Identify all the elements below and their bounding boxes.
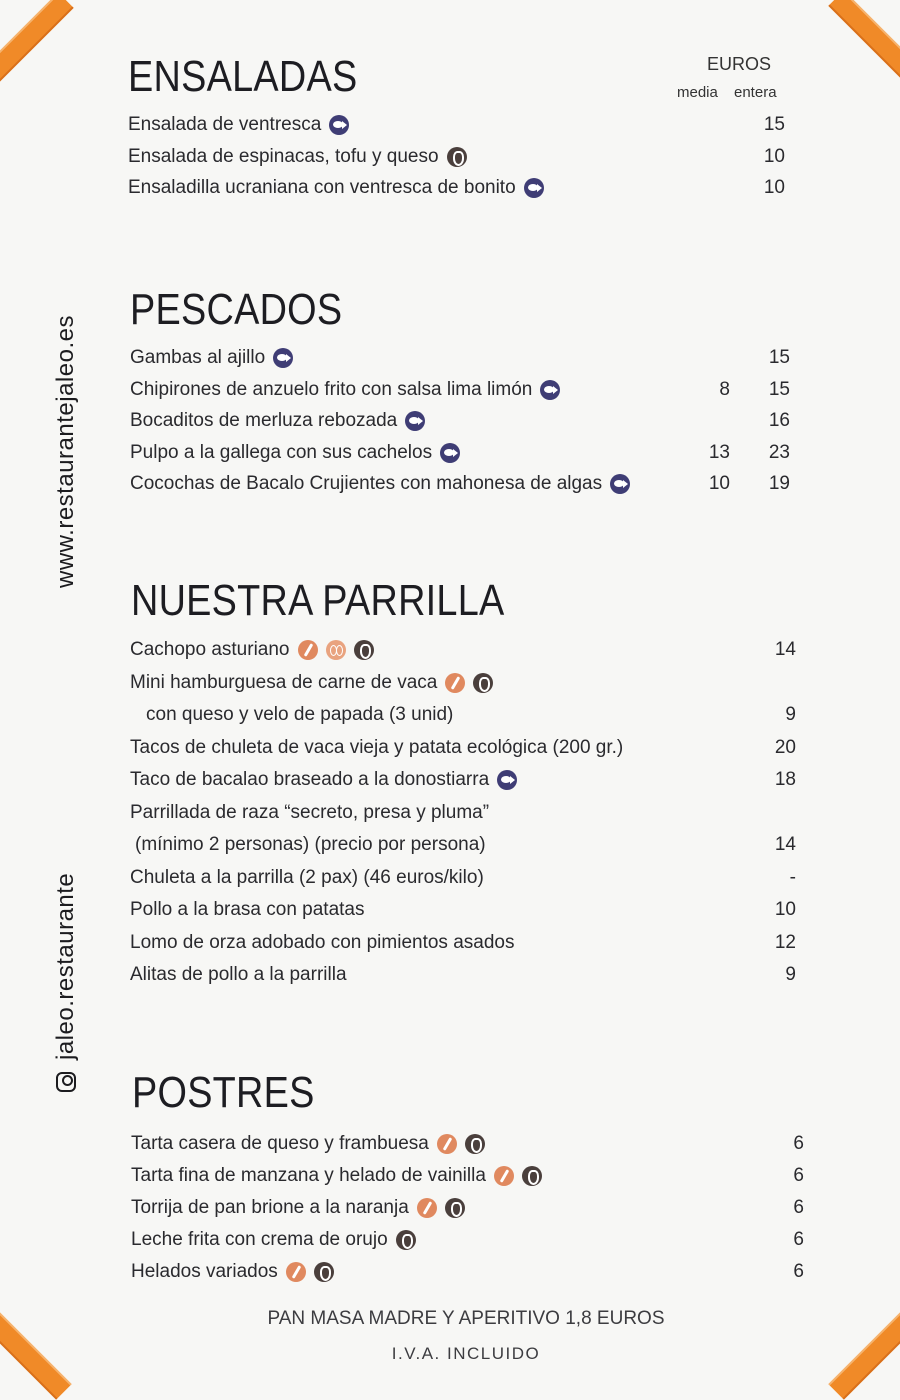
menu-item-name: Leche frita con crema de orujo (131, 1229, 388, 1250)
menu-item (130, 347, 293, 369)
menu-item (131, 1133, 485, 1155)
price-full: 9 (785, 704, 796, 725)
menu-item (130, 473, 630, 495)
menu-item (130, 932, 514, 954)
section-title-postres: POSTRES (132, 1068, 315, 1117)
menu-item (128, 146, 467, 168)
price-full: 6 (793, 1261, 804, 1282)
menu-item (131, 1229, 416, 1251)
menu-item (130, 964, 347, 986)
menu-item-name: Bocaditos de merluza rebozada (130, 410, 398, 431)
price-full: 10 (763, 145, 785, 167)
instagram-handle[interactable] (52, 873, 80, 1092)
fish-icon (497, 770, 517, 790)
menu-item (130, 769, 517, 791)
dairy-icon (447, 147, 467, 167)
menu-item-name: Ensalada de espinacas, tofu y queso (128, 145, 439, 167)
price-full: 10 (763, 177, 785, 198)
menu-item (130, 737, 623, 759)
menu-item (146, 704, 453, 726)
price-half: 10 (708, 473, 730, 494)
menu-item (130, 867, 484, 889)
price-half: 13 (708, 441, 730, 463)
fish-icon (540, 380, 560, 400)
menu-item (131, 1165, 542, 1187)
price-full: 18 (774, 769, 796, 790)
gluten-icon (494, 1166, 514, 1186)
bread-note: PAN MASA MADRE Y APERITIVO 1,8 EUROS (267, 1308, 665, 1329)
menu-item (128, 177, 544, 199)
menu-item-name: Torrija de pan brione a la naranja (131, 1197, 409, 1218)
gluten-icon (445, 673, 465, 693)
price-full: 15 (768, 347, 790, 368)
section-title-ensaladas: ENSALADAS (128, 52, 358, 101)
price-full: 6 (793, 1197, 804, 1218)
fish-icon (524, 178, 544, 198)
menu-item (130, 442, 460, 464)
corner-stripe-top-left (0, 0, 74, 86)
menu-item-name: Cocochas de Bacalo Crujientes con mahonesa de algas (130, 473, 603, 494)
egg-icon (326, 640, 346, 660)
menu-item-name: Tarta fina de manzana y helado de vainilla (131, 1165, 486, 1186)
gluten-icon (417, 1198, 437, 1218)
dairy-icon (465, 1134, 485, 1154)
menu-item (131, 1197, 465, 1219)
price-half: 8 (719, 378, 730, 400)
menu-item (130, 379, 560, 401)
price-full: 19 (768, 473, 790, 494)
corner-stripe-top-right (828, 0, 900, 84)
price-full: 10 (774, 899, 796, 920)
menu-item (131, 1261, 334, 1283)
menu-item-name: con queso y velo de papada (3 unid) (146, 704, 454, 725)
price-full: 15 (763, 114, 785, 135)
menu-item-name: Helados variados (131, 1261, 278, 1282)
section-title-pescados: PESCADOS (130, 285, 343, 334)
instagram-icon (56, 1072, 76, 1092)
price-full: - (789, 866, 796, 888)
menu-item-name: (mínimo 2 personas) (precio por persona) (135, 834, 486, 855)
price-full: 6 (793, 1165, 804, 1186)
menu-item-name: Ensaladilla ucraniana con ventresca de bonito (128, 177, 516, 198)
menu-item (130, 899, 365, 921)
menu-item-name: Gambas al ajillo (130, 347, 266, 368)
menu-item (130, 639, 374, 661)
price-full: 23 (768, 441, 790, 463)
menu-item-name: Lomo de orza adobado con pimientos asados (130, 931, 515, 953)
menu-item-name: Tacos de chuleta de vaca vieja y patata ecológica (200 gr.) (130, 736, 624, 758)
menu-item (130, 410, 425, 432)
gluten-icon (298, 640, 318, 660)
dairy-icon (396, 1230, 416, 1250)
section-title-parrilla: NUESTRA PARRILLA (131, 576, 505, 625)
fish-icon (440, 443, 460, 463)
price-full: 6 (793, 1229, 804, 1250)
half-column-header: media (677, 84, 718, 101)
fish-icon (273, 348, 293, 368)
menu-item-name: Alitas de pollo a la parrilla (130, 964, 347, 985)
dairy-icon (354, 640, 374, 660)
menu-item-name: Taco de bacalao braseado a la donostiarra (130, 769, 490, 790)
currency-header: EUROS (707, 54, 772, 74)
price-full: 14 (774, 834, 796, 855)
menu-item (135, 834, 486, 856)
price-full: 14 (774, 639, 796, 660)
menu-item-name: Tarta casera de queso y frambuesa (131, 1133, 429, 1154)
menu-item (128, 114, 349, 136)
menu-item-name: Parrillada de raza “secreto, presa y pluma” (130, 801, 490, 823)
gluten-icon (286, 1262, 306, 1282)
menu-item-name: Pulpo a la gallega con sus cachelos (130, 441, 433, 463)
dairy-icon (314, 1262, 334, 1282)
full-column-header: entera (734, 84, 777, 101)
dairy-icon (445, 1198, 465, 1218)
dairy-icon (522, 1166, 542, 1186)
gluten-icon (437, 1134, 457, 1154)
price-full: 15 (768, 378, 790, 400)
price-full: 16 (768, 410, 790, 431)
website-url[interactable]: www.restaurantejaleo.es (52, 315, 79, 588)
menu-item-name: Chuleta a la parrilla (2 pax) (46 euros/kilo) (130, 866, 484, 888)
price-full: 20 (774, 736, 796, 758)
menu-item-name: Cachopo asturiano (130, 639, 290, 660)
menu-item (130, 802, 489, 824)
fish-icon (329, 115, 349, 135)
instagram-label: jaleo.restaurante (52, 872, 79, 1060)
fish-icon (405, 411, 425, 431)
menu-item-name: Chipirones de anzuelo frito con salsa lima limón (130, 378, 533, 400)
menu-item-name: Pollo a la brasa con patatas (130, 899, 365, 920)
price-full: 6 (793, 1133, 804, 1154)
tax-note: I.V.A. INCLUIDO (391, 1344, 541, 1363)
menu-item-name: Mini hamburguesa de carne de vaca (130, 671, 438, 693)
dairy-icon (473, 673, 493, 693)
price-full: 9 (785, 964, 796, 985)
menu-item-name: Ensalada de ventresca (128, 114, 322, 135)
fish-icon (610, 474, 630, 494)
price-full: 12 (774, 931, 796, 953)
menu-item (130, 672, 493, 694)
